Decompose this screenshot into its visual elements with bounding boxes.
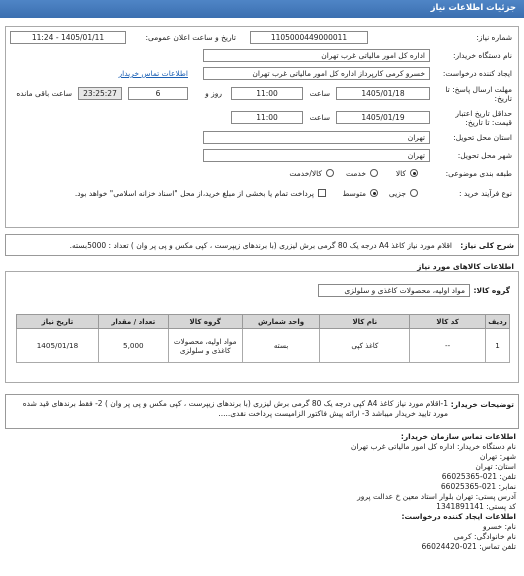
process-minor-radio[interactable] bbox=[410, 189, 418, 197]
col-code: کد کالا bbox=[410, 315, 486, 329]
buyer-notes-text: 1-اقلام مورد نیاز کاغذ A4 کپی درجه یک 80 گرمی برش لیزری (با برندهای زیپرست ، کپی مکس و پی پر وان ) 2- فقط برندهای قید شده مورد تایید خریدار میباشد 3- ارائه پیش فاکتور الزامیست پرداخت نقدی..... bbox=[22, 399, 448, 418]
treasury-checkbox[interactable] bbox=[318, 189, 326, 197]
cell-code: -- bbox=[410, 329, 486, 363]
province-field[interactable]: تهران bbox=[203, 131, 430, 144]
cell-unit: بسته bbox=[242, 329, 320, 363]
process-medium-label: متوسط bbox=[342, 189, 366, 198]
reply-deadline-time-label: ساعت bbox=[309, 89, 330, 98]
items-table bbox=[16, 314, 510, 363]
contact-first-name: نام: خسرو bbox=[482, 522, 516, 531]
process-medium-radio[interactable] bbox=[370, 189, 378, 197]
general-description-box bbox=[5, 234, 519, 256]
requester-field[interactable]: خسرو کرمی کارپرداز اداره کل امور مالیاتی غرب تهران bbox=[203, 67, 430, 80]
goods-group-label: گروه کالا: bbox=[473, 286, 510, 295]
goods-group-field[interactable]: مواد اولیه، محصولات کاغذی و سلولزی bbox=[318, 284, 470, 297]
contact-org-name: نام دستگاه خریدار: اداره کل امور مالیاتی غرب تهران bbox=[350, 442, 516, 451]
category-goods-service-label: کالا/خدمت bbox=[289, 169, 322, 178]
general-description-label: شرح کلی نیاز: bbox=[460, 241, 514, 250]
city-field[interactable]: تهران bbox=[203, 149, 430, 162]
cell-row: 1 bbox=[486, 329, 510, 363]
category-service-radio[interactable] bbox=[370, 169, 378, 177]
need-details-panel bbox=[5, 26, 519, 228]
category-goods-service-radio[interactable] bbox=[326, 169, 334, 177]
cell-name: کاغذ کپی bbox=[320, 329, 410, 363]
contact-address: آدرس پستی: تهران بلوار استاد معین خ عدالت پرور bbox=[357, 492, 516, 501]
process-minor-label: جزیی bbox=[388, 189, 406, 198]
validity-time-field[interactable]: 11:00 bbox=[231, 111, 303, 124]
col-group: گروه کالا bbox=[168, 315, 242, 329]
buyer-org-field[interactable]: اداره کل امور مالیاتی غرب تهران bbox=[203, 49, 430, 62]
contact-org-title: اطلاعات تماس سازمان خریدار: bbox=[400, 432, 516, 441]
items-panel bbox=[5, 271, 519, 383]
col-row: ردیف bbox=[486, 315, 510, 329]
validity-date-field[interactable]: 1405/01/19 bbox=[336, 111, 430, 124]
announce-datetime-label: تاریخ و ساعت اعلان عمومی: bbox=[145, 33, 236, 42]
col-qty: تعداد / مقدار bbox=[98, 315, 168, 329]
remaining-time-label: ساعت باقی مانده bbox=[16, 89, 72, 98]
page-header bbox=[0, 0, 524, 18]
contact-creator-title: اطلاعات ایجاد کننده درخواست: bbox=[401, 512, 516, 521]
contact-postal: کد پستی: 1341891141 bbox=[436, 502, 516, 511]
validity-label-2: قیمت: تا تاریخ: bbox=[465, 118, 512, 127]
contact-last-name: نام خانوادگی: کرمی bbox=[453, 532, 516, 541]
buyer-notes-box bbox=[5, 394, 519, 429]
process-type-label: نوع فرآیند خرید : bbox=[458, 189, 512, 198]
category-service-label: خدمت bbox=[346, 169, 366, 178]
category-label: طبقه بندی موضوعی: bbox=[445, 169, 512, 178]
reply-deadline-label: مهلت ارسال پاسخ: تا bbox=[445, 85, 512, 94]
cell-group: مواد اولیه، محصولات کاغذی و سلولزی bbox=[168, 329, 242, 363]
remaining-days-field: 6 bbox=[128, 87, 188, 100]
items-section-title: اطلاعات کالاهای مورد نیاز bbox=[417, 262, 514, 271]
general-description-text: اقلام مورد نیاز کاغذ A4 درجه یک 80 گرمی برش لیزری (با برندهای زیپرست ، کپی مکس و پی پر وان ) تعداد : 5000بسته. bbox=[69, 241, 452, 250]
contact-creator-phone: تلفن تماس: 021-66024420 bbox=[421, 542, 516, 551]
validity-time-label: ساعت bbox=[309, 113, 330, 122]
city-label: شهر محل تحویل: bbox=[457, 151, 512, 160]
items-table-header bbox=[17, 315, 510, 329]
buyer-contact-link[interactable]: اطلاعات تماس خریدار bbox=[118, 69, 188, 78]
reply-deadline-date-label: تاریخ: bbox=[494, 94, 512, 103]
category-goods-label: کالا bbox=[395, 169, 406, 178]
page-title: جزئیات اطلاعات نیاز bbox=[430, 3, 516, 13]
category-goods-radio[interactable] bbox=[410, 169, 418, 177]
table-row[interactable] bbox=[17, 329, 510, 363]
buyer-org-label: نام دستگاه خریدار: bbox=[452, 51, 512, 60]
requester-label: ایجاد کننده درخواست: bbox=[442, 69, 512, 78]
cell-qty: 5,000 bbox=[98, 329, 168, 363]
days-label: روز و bbox=[205, 89, 222, 98]
validity-label-1: حداقل تاریخ اعتبار bbox=[455, 109, 512, 118]
contact-city: شهر: تهران bbox=[479, 452, 516, 461]
remaining-time-field: 23:25:27 bbox=[78, 87, 122, 100]
need-number-field[interactable]: 1105000449000011 bbox=[250, 31, 368, 44]
reply-deadline-date-field[interactable]: 1405/01/18 bbox=[336, 87, 430, 100]
contact-phone: تلفن: 021-66025365 bbox=[441, 472, 516, 481]
contact-province: استان: تهران bbox=[475, 462, 516, 471]
province-label: استان محل تحویل: bbox=[453, 133, 512, 142]
buyer-notes-label: توضیحات خریدار: bbox=[450, 400, 514, 409]
announce-datetime-field[interactable]: 1405/01/11 - 11:24 bbox=[10, 31, 126, 44]
treasury-note: پرداخت تمام یا بخشی از مبلغ خرید،از محل "اسناد خزانه اسلامی" خواهد بود. bbox=[74, 189, 314, 198]
contact-fax: نمابر: 021-66025365 bbox=[440, 482, 516, 491]
col-name: نام کالا bbox=[320, 315, 410, 329]
col-unit: واحد شمارش bbox=[242, 315, 320, 329]
reply-deadline-time-field[interactable]: 11:00 bbox=[231, 87, 303, 100]
need-number-label: شماره نیاز: bbox=[476, 33, 512, 42]
col-date: تاریخ نیاز bbox=[17, 315, 99, 329]
contact-section bbox=[6, 432, 516, 552]
cell-date: 1405/01/18 bbox=[17, 329, 99, 363]
